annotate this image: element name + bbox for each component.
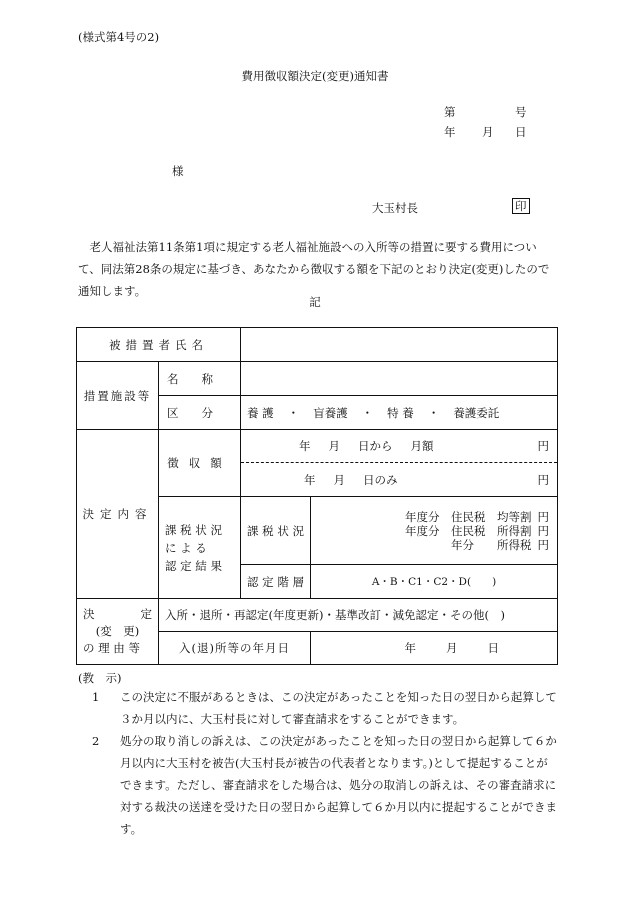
collection-label: 徴収額 bbox=[167, 456, 232, 470]
reason-label-line-3: の 理 由 等 bbox=[83, 641, 140, 655]
category-label: 区 分 bbox=[167, 405, 213, 420]
tax-line bbox=[311, 510, 549, 524]
amount2-month: 月 bbox=[333, 472, 345, 487]
admission-day: 日 bbox=[487, 641, 499, 655]
issuer: 大玉村長 bbox=[372, 201, 418, 215]
notice-text: 処分の取り消しの訴えは、この決定があったことを知った日の翌日から起算して６か月以内に大玉村を被告(大玉村長が被告の代表者となります。)として提起することができます。ただし、審査請求をした場合は、処分の取消しの訴えは、その審査請求に対する裁決の送達を受けた日の翌日から起算して６か月以内に提起することができます。 bbox=[120, 734, 557, 836]
cert-level-label: 認 定 階 層 bbox=[247, 574, 304, 589]
cert-level-value-cell bbox=[311, 565, 558, 599]
notice-item bbox=[78, 730, 558, 840]
collection-label-cell bbox=[159, 430, 241, 497]
doc-number-prefix: 第 bbox=[444, 105, 456, 119]
notice-number: 2 bbox=[92, 734, 100, 748]
notice-list bbox=[78, 686, 558, 840]
tax-line-label: 年分 所得税 bbox=[451, 537, 532, 552]
tax-cert-line-1: 課 税 状 況 bbox=[165, 522, 222, 537]
date-year: 年 bbox=[444, 125, 456, 139]
seal-stamp: 印 bbox=[512, 198, 530, 214]
admission-label: 入(退)所等の年月日 bbox=[179, 641, 290, 655]
tax-line-yen: 円 bbox=[537, 509, 549, 524]
facility-label: 措置施設等 bbox=[83, 388, 152, 403]
recipient-suffix: 様 bbox=[172, 164, 184, 178]
cert-level-value[interactable]: A・B・C1・C2・D( ) bbox=[371, 576, 497, 588]
amount1-year: 年 bbox=[299, 439, 311, 453]
category-option-yogo[interactable]: 養 護 bbox=[247, 405, 274, 420]
category-options bbox=[241, 396, 558, 430]
tax-status-values bbox=[311, 497, 558, 565]
amount-line-monthly bbox=[241, 430, 557, 462]
decision-label: 決定内容 bbox=[82, 507, 153, 521]
amount-line-once bbox=[241, 462, 557, 496]
admission-date-cell[interactable] bbox=[311, 632, 558, 665]
tax-status-label-cell bbox=[241, 497, 311, 565]
notice-header: (教 示) bbox=[78, 671, 122, 685]
amount2-year: 年 bbox=[304, 472, 316, 487]
body-text: 老人福祉法第11条第1項に規定する老人福祉施設への入所等の措置に要する費用について、同法第28条の規定に基づき、あなたから徴収する額を下記のとおり決定(変更)したので通知します。 bbox=[78, 240, 550, 298]
amount1-month: 月 bbox=[328, 439, 340, 453]
facility-name-field[interactable] bbox=[241, 362, 558, 396]
date-month: 月 bbox=[482, 125, 494, 139]
amount1-from: 日から bbox=[358, 439, 393, 453]
notice-text: この決定に不服があるときは、この決定があったことを知った日の翌日から起算して３か月以内に、大玉村長に対して審査請求をすることができます。 bbox=[120, 690, 557, 726]
admission-month: 月 bbox=[446, 641, 458, 655]
facility-label-cell bbox=[77, 362, 159, 430]
tax-line-label: 年度分 住民税 所得割 bbox=[405, 523, 532, 538]
separator: ・ bbox=[287, 405, 300, 420]
separator: ・ bbox=[427, 405, 440, 420]
cert-level-label-cell bbox=[241, 565, 311, 599]
tax-line-yen: 円 bbox=[537, 537, 549, 552]
separator: ・ bbox=[361, 405, 374, 420]
tax-cert-label-cell bbox=[159, 497, 241, 599]
tax-line bbox=[311, 524, 549, 538]
collection-amount-cell bbox=[241, 430, 558, 497]
person-label: 被措置者氏名 bbox=[109, 337, 208, 352]
date-day: 日 bbox=[515, 125, 527, 139]
amount2-only: 日のみ bbox=[363, 472, 398, 487]
category-option-tokuyo[interactable]: 特 養 bbox=[387, 405, 414, 420]
category-option-itaku[interactable]: 養護委託 bbox=[453, 405, 500, 420]
doc-number-suffix: 号 bbox=[515, 105, 527, 119]
tax-line-label: 年度分 住民税 均等割 bbox=[405, 509, 532, 524]
person-label-cell bbox=[77, 328, 241, 362]
name-label-cell bbox=[159, 362, 241, 396]
tax-status-label: 課 税 状 況 bbox=[247, 523, 304, 538]
person-name-field[interactable] bbox=[241, 328, 558, 362]
reason-value[interactable]: 入所・退所・再認定(年度更新)・基準改訂・減免認定・その他( ) bbox=[165, 608, 505, 622]
category-option-moyogo[interactable]: 盲養護 bbox=[313, 405, 348, 420]
form-number: (様式第4号の2) bbox=[78, 30, 160, 44]
admission-year: 年 bbox=[404, 641, 416, 655]
tax-cert-line-3: 認 定 結 果 bbox=[165, 558, 222, 573]
reason-label-line-1: 決 定 bbox=[83, 607, 152, 621]
details-table bbox=[76, 327, 558, 665]
ki-heading: 記 bbox=[309, 295, 321, 309]
admission-label-cell bbox=[159, 632, 311, 665]
decision-label-cell bbox=[77, 430, 159, 599]
amount1-monthly: 月額 bbox=[410, 439, 434, 453]
name-label: 名 称 bbox=[167, 371, 213, 386]
reason-label-line-2: (変 更) bbox=[95, 624, 140, 638]
tax-line bbox=[311, 538, 549, 552]
amount1-yen: 円 bbox=[537, 439, 549, 453]
reason-label-cell bbox=[77, 599, 159, 665]
amount2-yen: 円 bbox=[537, 472, 549, 487]
document-title: 費用徴収額決定(変更)通知書 bbox=[241, 69, 389, 83]
reason-value-cell bbox=[159, 599, 558, 632]
notice-item bbox=[78, 686, 558, 730]
tax-cert-line-2: に よ る bbox=[165, 540, 207, 555]
tax-line-yen: 円 bbox=[537, 523, 549, 538]
category-label-cell bbox=[159, 396, 241, 430]
notice-number: 1 bbox=[92, 690, 100, 704]
